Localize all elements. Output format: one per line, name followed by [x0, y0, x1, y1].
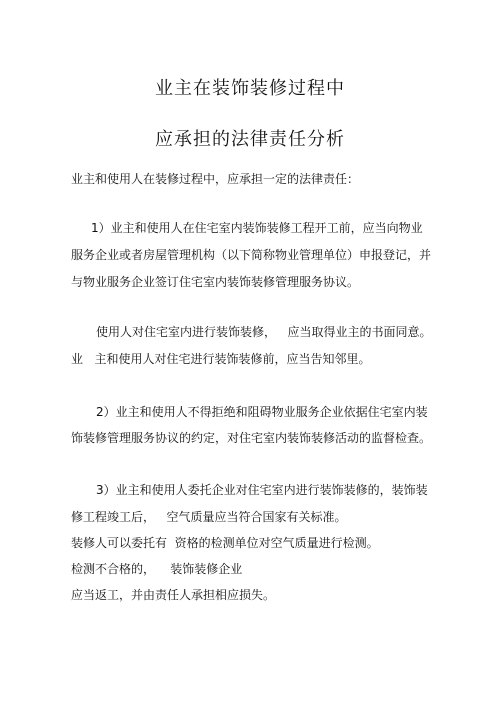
- section1-line1: 1）业主和使用人在住宅室内装饰装修工程开工前，应当向物业: [91, 221, 423, 235]
- section3-line2: 修工程竣工后， 空气质量应当符合国家有关标准。: [71, 510, 347, 524]
- section3-line3: 装修人可以委托有 资格的检测单位对空气质量进行检测。: [71, 536, 379, 550]
- document-title-line1: 业主在装饰装修过程中: [155, 78, 345, 99]
- consent-line2: 业 主和使用人对住宅进行装饰装修前，应当告知邻里。: [71, 352, 371, 366]
- section2-line2: 饰装修管理服务协议的约定，对住宅室内装饰装修活动的监督检查。: [71, 431, 432, 445]
- section2-line1: 2）业主和使用人不得拒绝和阻碍物业服务企业依据住宅室内装: [96, 405, 428, 419]
- section1-line3: 与物业服务企业签订住宅室内装饰装修管理服务协议。: [71, 275, 360, 289]
- intro-paragraph: 业主和使用人在装修过程中，应承担一定的法律责任：: [71, 172, 360, 186]
- consent-line1: 使用人对住宅室内进行装饰装修， 应当取得业主的书面同意。: [96, 325, 432, 339]
- document-title-line2: 应承担的法律责任分析: [155, 129, 345, 150]
- section1-line2: 服务企业或者房屋管理机构（以下简称物业管理单位）申报登记，并: [71, 248, 432, 262]
- section3-line5: 应当返工，并由责任人承担相应损失。: [71, 588, 276, 602]
- section3-line4: 检测不合格的， 装饰装修企业: [71, 562, 243, 576]
- section3-line1: 3）业主和使用人委托企业对住宅室内进行装饰装修的，装饰装: [96, 483, 428, 497]
